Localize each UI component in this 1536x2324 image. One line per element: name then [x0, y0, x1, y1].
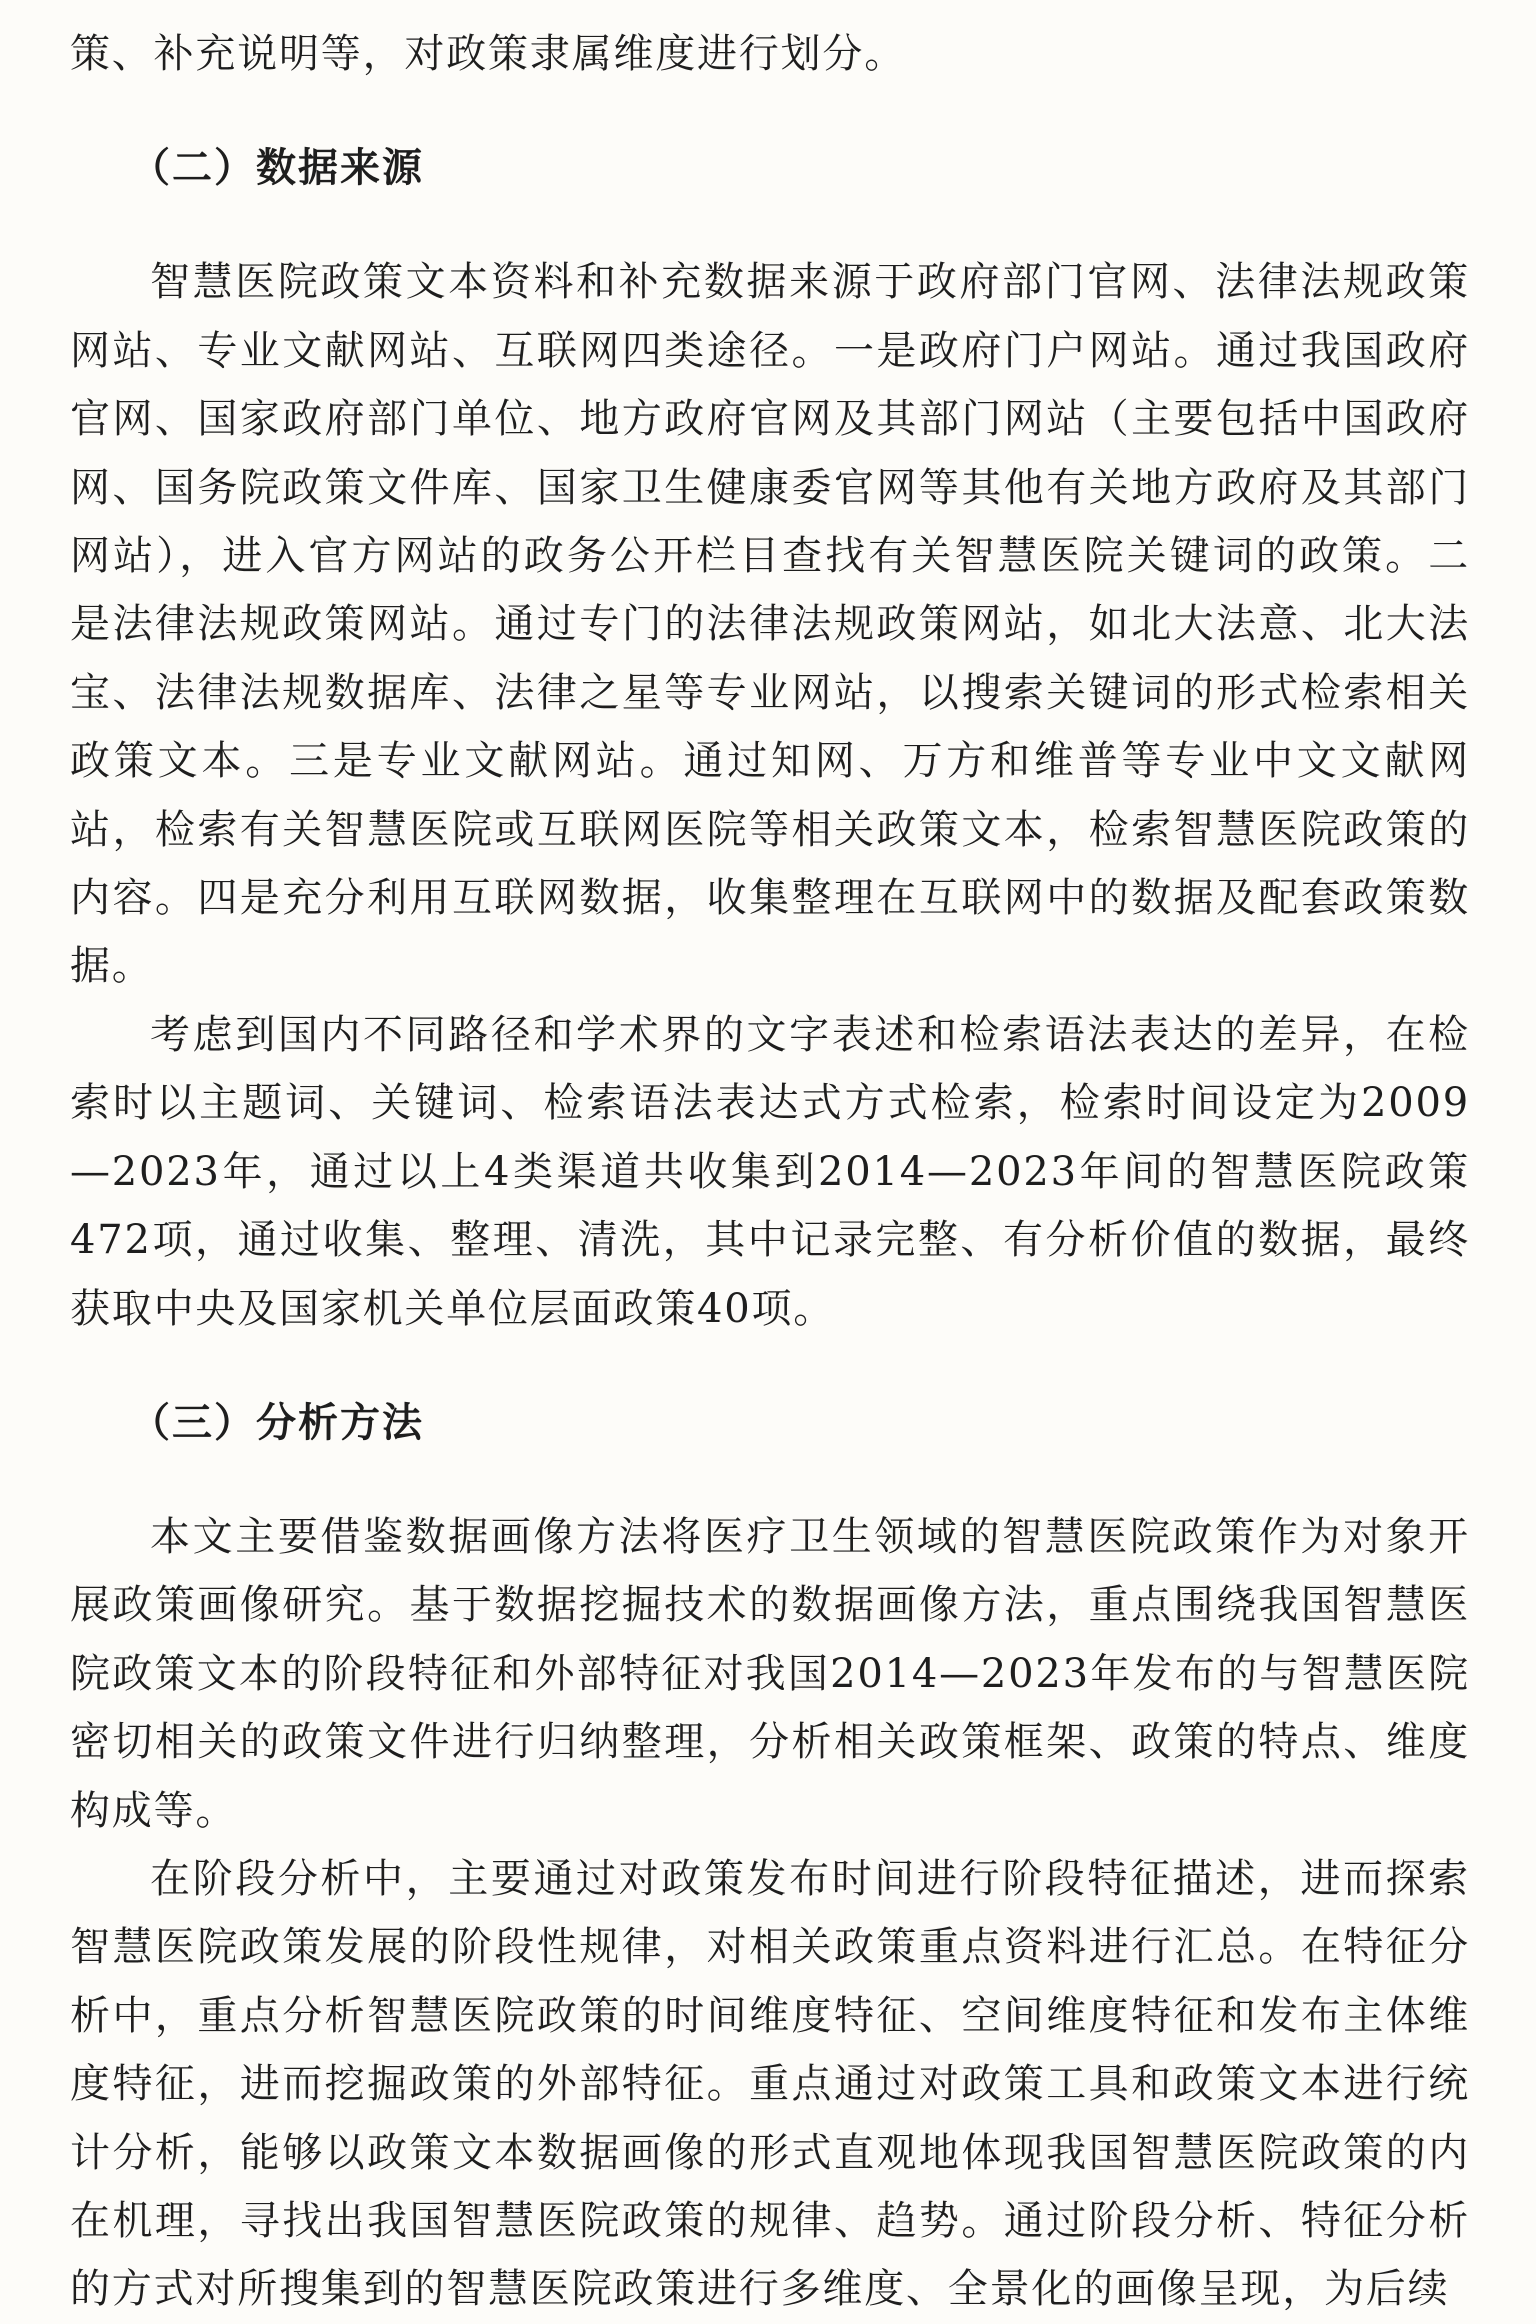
spacer [70, 1343, 1470, 1389]
spacer [70, 1457, 1470, 1503]
body-paragraph: 本文主要借鉴数据画像方法将医疗卫生领域的智慧医院政策作为对象开展政策画像研究。基于数据挖掘技术的数据画像方法，重点围绕我国智慧医院政策文本的阶段特征和外部特征对我国2014—2023年发布的与智慧医院密切相关的政策文件进行归纳整理，分析相关政策框架、政策的特点、维度构成等。 [70, 1513, 1470, 1834]
spacer [70, 202, 1470, 248]
body-paragraph: 在阶段分析中，主要通过对政策发布时间进行阶段特征描述，进而探索智慧医院政策发展的阶段性规律，对相关政策重点资料进行汇总。在特征分析中，重点分析智慧医院政策的时间维度特征、空间维度特征和发布主体维度特征，进而挖掘政策的外部特征。重点通过对政策工具和政策文本进行统计分析，能够以政策文本数据画像的形式直观地体现我国智慧医院政策的内在机理，寻找出我国智慧医院政策的规律、趋势。通过阶段分析、特征分析的方式对所搜集到的智慧医院政策进行多维度、全景化的画像呈现，为后续 [70, 1855, 1470, 2313]
section-heading-data-sources: （二）数据来源 [130, 145, 424, 192]
body-paragraph: 智慧医院政策文本资料和补充数据来源于政府部门官网、法律法规政策网站、专业文献网站、互联网四类途径。一是政府门户网站。通过我国政府官网、国家政府部门单位、地方政府官网及其部门网站（主要包括中国政府网、国务院政策文件库、国家卫生健康委官网等其他有关地方政府及其部门网站），进入官方网站的政务公开栏目查找有关智慧医院关键词的政策。二是法律法规政策网站。通过专门的法律法规政策网站，如北大法意、北大法宝、法律法规数据库、法律之星等专业网站，以搜索关键词的形式检索相关政策文本。三是专业文献网站。通过知网、万方和维普等专业中文文献网站，检索有关智慧医院或互联网医院等相关政策文本，检索智慧医院政策的内容。四是充分利用互联网数据，收集整理在互联网中的数据及配套政策数据。 [70, 259, 1470, 990]
document-page [70, 20, 1470, 2324]
spacer [70, 88, 1470, 134]
body-paragraph: 考虑到国内不同路径和学术界的文字表述和检索语法表达的差异，在检索时以主题词、关键词、检索语法表达式方式检索，检索时间设定为2009—2023年，通过以上4类渠道共收集到2014—2023年间的智慧医院政策472项，通过收集、整理、清洗，其中记录完整、有分析价值的数据，最终获取中央及国家机关单位层面政策40项。 [70, 1011, 1470, 1332]
continuation-paragraph: 策、补充说明等，对政策隶属维度进行划分。 [70, 31, 906, 77]
section-heading-analysis-methods: （三）分析方法 [130, 1399, 424, 1446]
